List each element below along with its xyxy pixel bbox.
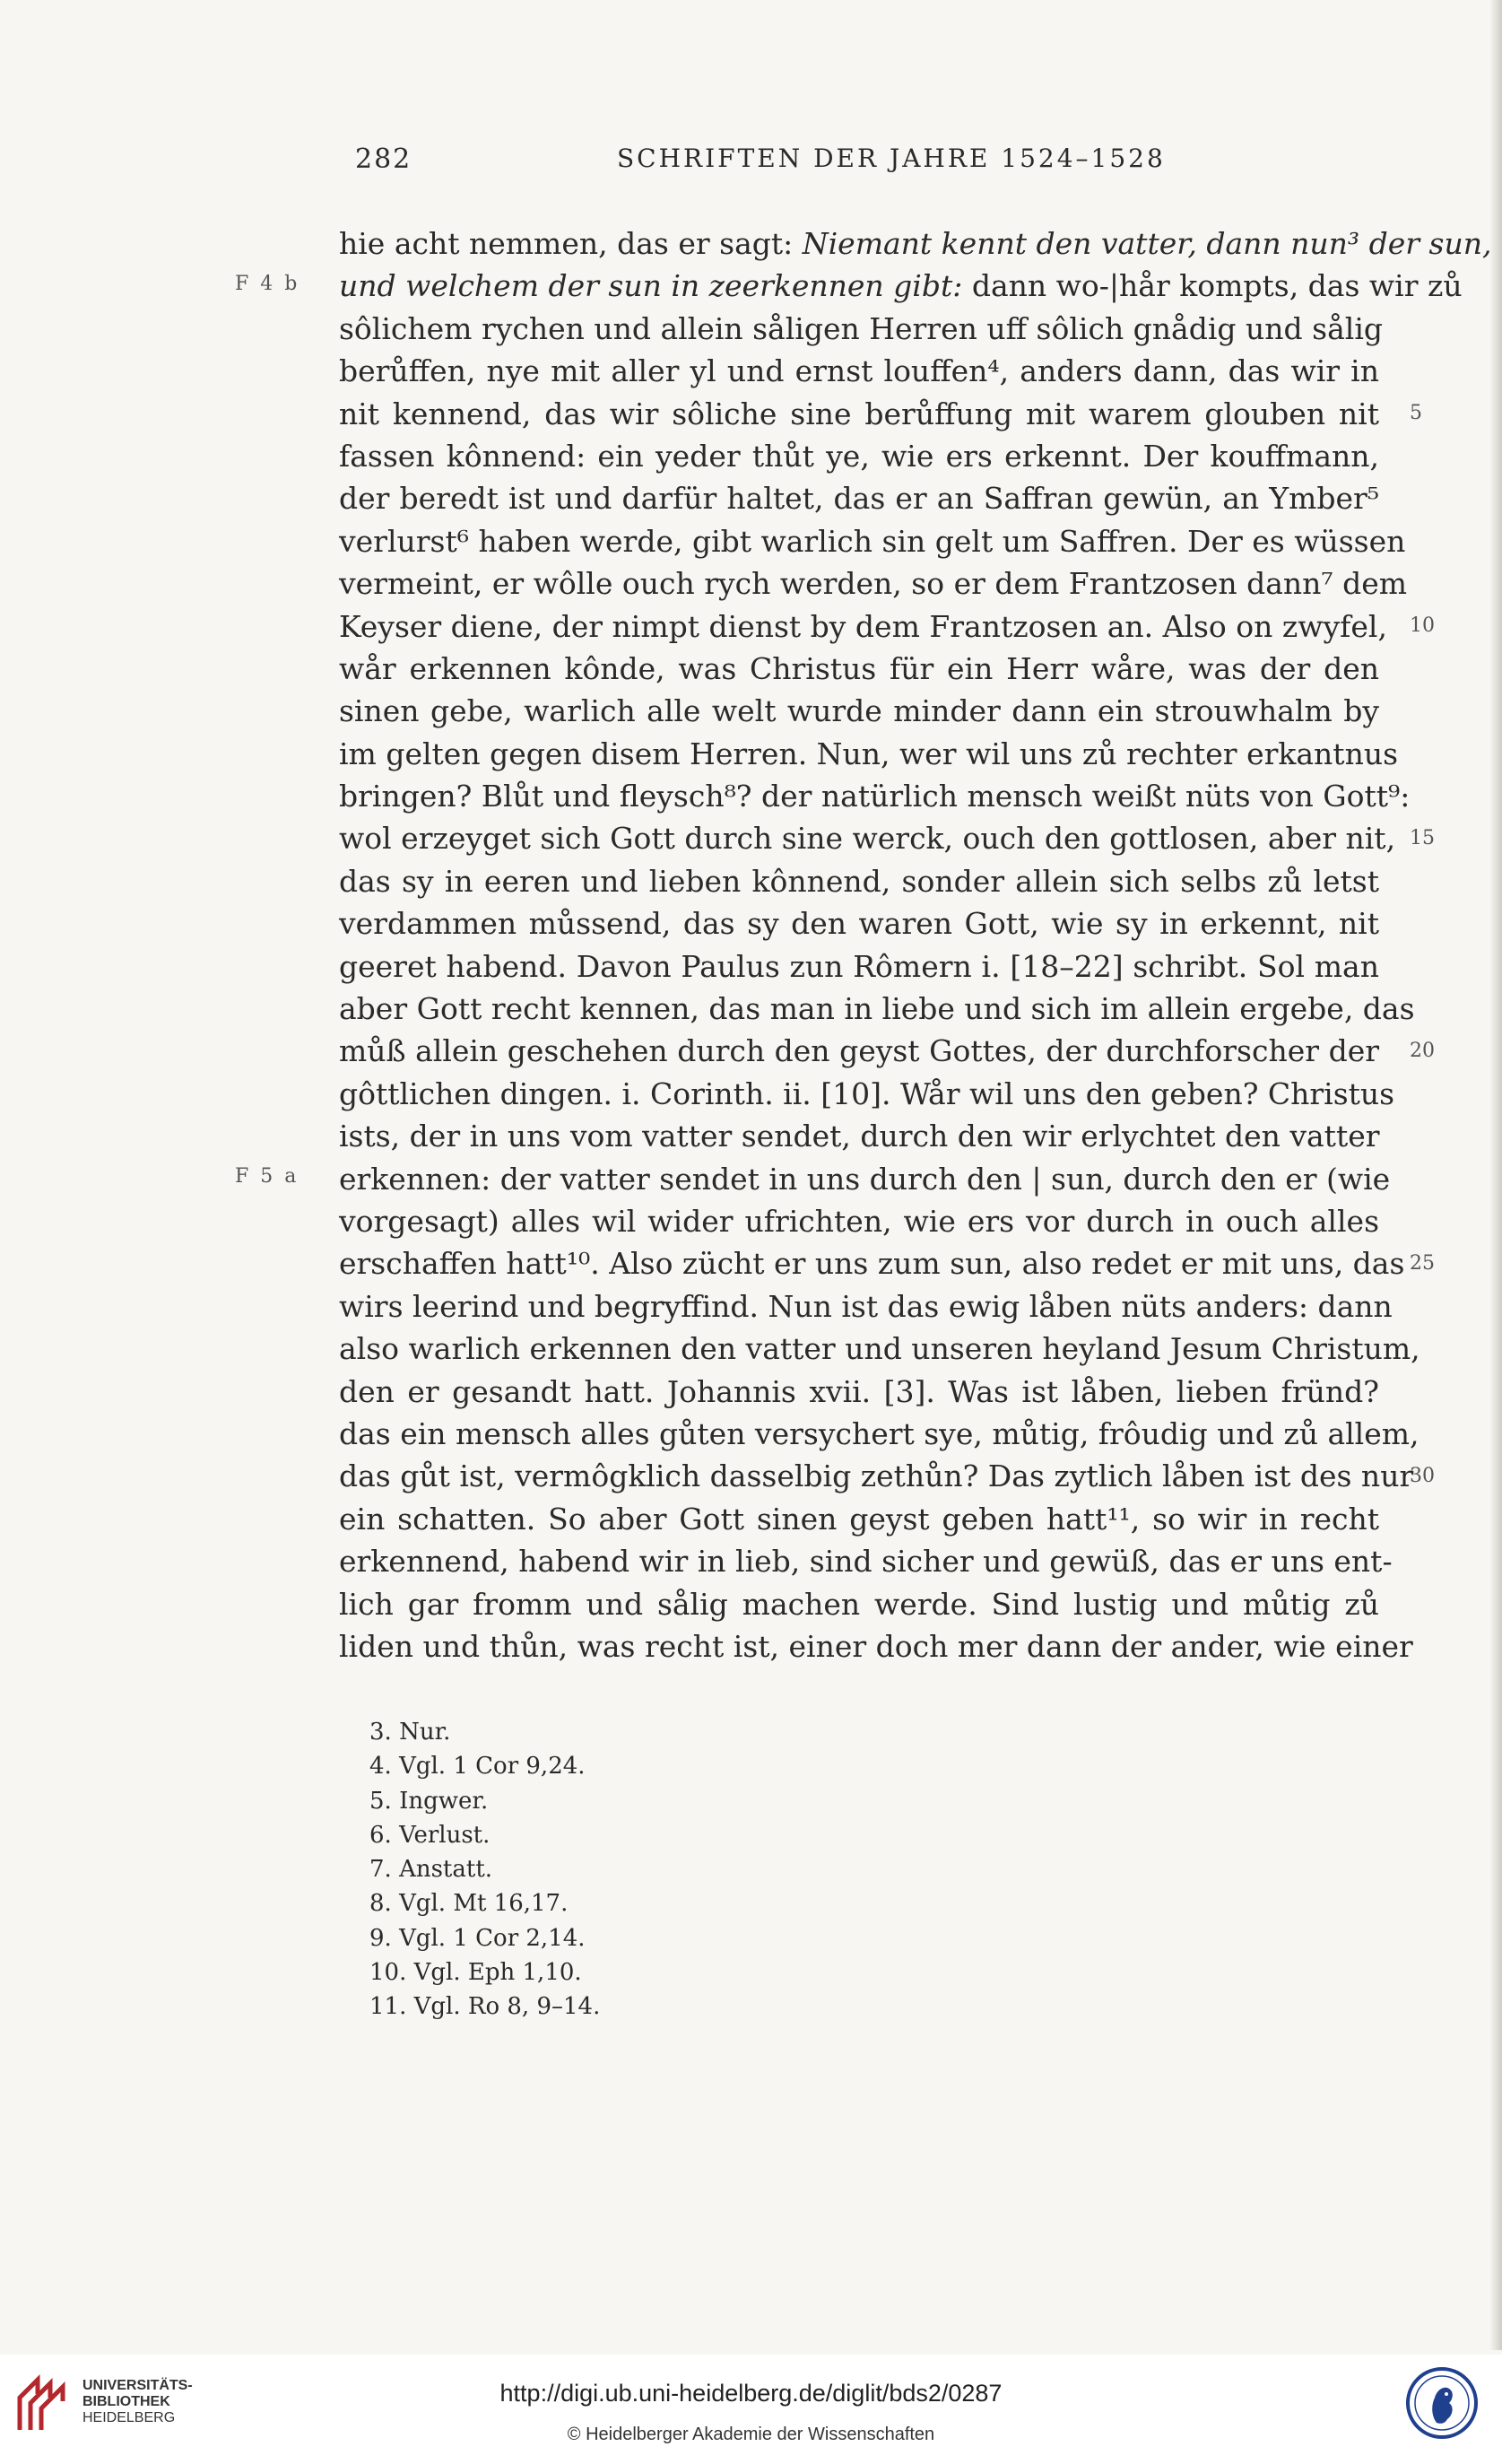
footnote: 8. Vgl. Mt 16,17. [369,1890,569,1918]
text-segment: lich gar fromm und sålig machen werde. Sind lustig und můtig zů [339,1586,1379,1622]
text-segment: also warlich erkennen den vatter und unseren heyland Jesum Christum, [339,1331,1420,1367]
text-line [339,1371,1379,1413]
page-edge-shadow [1489,0,1502,2350]
text-segment: ein schatten. So aber Gott sinen geyst geben hatt¹¹, so wir in recht [339,1501,1379,1537]
footnotes [369,1715,600,2024]
line-number-25: 25 [1410,1252,1435,1275]
text-segment: bringen? Blůt und fleysch⁸? der natürlich mensch weißt nüts von Gott⁹: [339,779,1411,814]
text-line [339,520,1406,562]
library-name-line1: UNIVERSITÄTS- [82,2378,193,2393]
text-line [339,775,1411,817]
margin-folio-f5a: F 5 a [235,1165,300,1188]
text-line [339,1285,1393,1328]
text-segment: erschaffen hatt¹⁰. Also zücht er uns zum sun, also redet er mit uns, das [339,1246,1405,1282]
italic-quote: und welchem der sun in zeerkennen gibt: [339,268,963,304]
page-number: 282 [355,144,412,175]
text-line [339,435,1379,477]
line-number-15: 15 [1410,827,1435,849]
footnote: 7. Anstatt. [369,1856,493,1884]
text-line [339,1583,1379,1625]
text-segment: wår erkennen kônde, was Christus für ein Herr wåre, was der den [339,650,1379,686]
text-line [339,860,1379,902]
text-segment: aber Gott recht kennen, das man in liebe und sich im allein ergebe, das [339,991,1415,1027]
footnote: 5. Ingwer. [369,1787,489,1815]
text-segment: vorgesagt) alles wil wider ufrichten, wie ers vor durch in ouch alles [339,1203,1379,1239]
text-segment: liden und thůn, was recht ist, einer doch mer dann der ander, wie einer [339,1628,1413,1664]
text-segment: wol erzeyget sich Gott durch sine werck, ouch den gottlosen, aber nit, [339,821,1396,857]
footnote: 9. Vgl. 1 Cor 2,14. [369,1924,586,1952]
text-segment: verdammen můssend, das sy den waren Gott, wie sy in erkennt, nit [339,906,1379,942]
permalink-url[interactable]: http://digi.ub.uni-heidelberg.de/diglit/bds2/0287 [499,2380,1003,2407]
page-header [339,144,1379,179]
text-line [339,1030,1379,1072]
running-title: SCHRIFTEN DER JAHRE 1524–1528 [617,144,1166,173]
text-segment: ists, der in uns vom vatter sendet, durch den wir erlychtet den vatter [339,1119,1380,1154]
text-line [339,988,1415,1030]
text-line [339,265,1463,307]
text-segment: das gůt ist, vermôgklich dasselbig zethůn? Das zytlich låben ist des nur [339,1458,1414,1494]
text-line [339,902,1379,945]
text-segment: erkennen: der vatter sendet in uns durch den | sun, durch den er (wie [339,1161,1391,1197]
text-line [339,1200,1379,1242]
footer-bar [0,2355,1502,2464]
text-segment: wirs leerind und begryffind. Nun ist das ewig låben nüts anders: dann [339,1288,1393,1324]
text-segment: der beredt ist und darfür haltet, das er an Saffran gewün, an Ymber⁵ [339,481,1379,517]
text-segment: sinen gebe, warlich alle welt wurde minder dann ein strouwhalm by [339,693,1379,729]
text-line [339,477,1379,519]
text-line [339,1158,1391,1200]
text-segment: Keyser diene, der nimpt dienst by dem Frantzosen an. Also on zwyfel, [339,608,1387,644]
text-line [339,690,1379,732]
footnote: 11. Vgl. Ro 8, 9–14. [369,1993,601,2021]
text-segment: verlurst⁶ haben werde, gibt warlich sin gelt um Saffren. Der es wüssen [339,523,1406,559]
text-line [339,1540,1393,1582]
text-line [339,945,1379,988]
copyright-notice: © Heidelberger Akademie der Wissenschaften [567,2425,935,2444]
text-line [339,1073,1395,1115]
text-segment: das sy in eeren und lieben kônnend, sonder allein sich selbs zů letst [339,863,1379,899]
academy-seal-icon [1404,2365,1480,2441]
text-segment: můß allein geschehen durch den geyst Gottes, der durchforscher der [339,1033,1379,1069]
text-line [339,1115,1379,1157]
footnote: 3. Nur. [369,1719,451,1746]
line-number-10: 10 [1410,614,1435,637]
library-name-line2: BIBLIOTHEK [82,2394,170,2409]
text-line [339,1625,1413,1667]
italic-quote: Niemant kennt den vatter, dann nun³ der sun, [802,226,1492,261]
text-line [339,308,1383,350]
line-number-20: 20 [1410,1040,1435,1062]
text-segment: hie acht nemmen, das er sagt: [339,226,803,261]
text-line [339,1455,1414,1497]
text-segment: nit kennend, das wir sôliche sine berůffung mit warem glouben nit [339,396,1379,431]
text-line [339,817,1396,859]
text-segment: erkennend, habend wir in lieb, sind sicher und gewüß, das er uns ent- [339,1544,1393,1580]
margin-folio-f4b: F 4 b [235,273,300,295]
line-number-5: 5 [1410,402,1422,424]
text-line [339,1498,1379,1540]
library-name-line3: HEIDELBERG [82,2410,176,2425]
footnote: 4. Vgl. 1 Cor 9,24. [369,1753,586,1781]
footnote: 10. Vgl. Eph 1,10. [369,1959,582,1987]
text-line [339,222,1492,265]
text-line [339,605,1387,648]
text-segment: fassen kônnend: ein yeder thůt ye, wie ers erkennt. Der kouffmann, [339,438,1379,474]
footnote: 6. Verlust. [369,1821,491,1849]
text-segment: das ein mensch alles gůten versychert sye, můtig, frôudig und zů allem, [339,1415,1420,1451]
text-segment: dann wo-|hår kompts, das wir zů [962,268,1463,304]
text-segment: vermeint, er wôlle ouch rych werden, so er dem Frantzosen dann⁷ dem [339,566,1408,602]
text-line [339,350,1379,392]
text-segment: geeret habend. Davon Paulus zun Rômern i. [18–22] schribt. Sol man [339,948,1379,984]
text-segment: im gelten gegen disem Herren. Nun, wer wil uns zů rechter erkantnus [339,736,1399,771]
text-line [339,1328,1420,1370]
text-line [339,1242,1405,1284]
text-line [339,648,1379,690]
text-line [339,393,1379,435]
text-segment: gôttlichen dingen. i. Corinth. ii. [10]. Wår wil uns den geben? Christus [339,1075,1395,1111]
text-segment: den er gesandt hatt. Johannis xvii. [3]. Was ist låben, lieben fründ? [339,1373,1379,1409]
line-number-30: 30 [1410,1465,1435,1487]
text-line [339,1413,1420,1455]
text-segment: berůffen, nye mit aller yl und ernst louffen⁴, anders dann, das wir in [339,353,1379,389]
text-line [339,733,1399,775]
text-line [339,562,1408,605]
text-segment: sôlichem rychen und allein såligen Herren uff sôlich gnådig und sålig [339,310,1383,346]
